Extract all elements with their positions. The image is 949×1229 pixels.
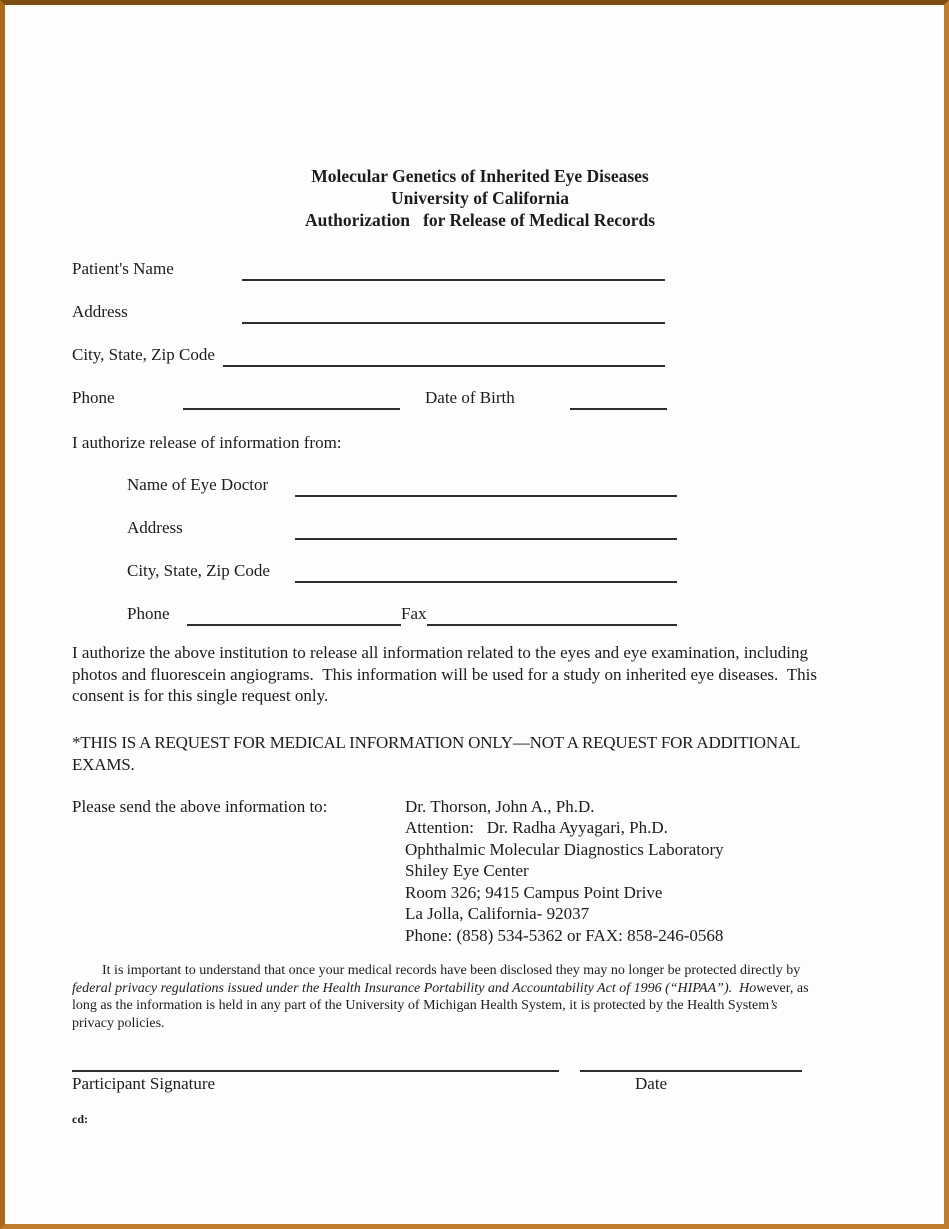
- patient-city-label: City, State, Zip Code: [72, 345, 215, 364]
- footer-cd-note: cd:: [72, 1112, 88, 1126]
- doctor-fax-line[interactable]: [427, 603, 678, 626]
- patient-name-row: [72, 258, 665, 301]
- doctor-phone-line[interactable]: [187, 603, 401, 626]
- patient-info-section: [72, 258, 665, 430]
- date-line[interactable]: [580, 1064, 802, 1072]
- form-title: [72, 165, 888, 231]
- patient-address-label: Address: [72, 302, 128, 321]
- recipient-lab: Ophthalmic Molecular Diagnostics Laboratory: [405, 839, 724, 859]
- doctor-city-label: City, State, Zip Code: [127, 561, 270, 580]
- recipient-attention: Attention: Dr. Radha Ayyagari, Ph.D.: [405, 818, 668, 837]
- authorization-line: I authorize the above institution to release all information related to the eyes and eye examination, including: [72, 643, 808, 662]
- recipient-name: Dr. Thorson, John A., Ph.D.: [405, 796, 595, 816]
- participant-signature-label: Participant Signature: [72, 1074, 216, 1093]
- title-line-university: University of California: [391, 188, 569, 208]
- request-note-line: *THIS IS A REQUEST FOR MEDICAL INFORMATION ONLY—NOT A REQUEST FOR ADDITIONAL: [72, 732, 801, 752]
- release-from-section: [127, 474, 677, 633]
- doctor-name-line[interactable]: [295, 474, 677, 497]
- authorization-paragraph: [72, 642, 888, 707]
- hipaa-line: privacy policies.: [72, 1015, 165, 1031]
- signature-gap: [559, 1064, 580, 1096]
- recipient-city: La Jolla, California- 92037: [405, 904, 590, 923]
- authorization-line: photos and fluorescein angiograms. This information will be used for a study on inherited eye diseases. This: [72, 664, 818, 684]
- send-to-section: [72, 796, 888, 947]
- date-label: Date: [635, 1074, 668, 1093]
- patient-phone-line[interactable]: [183, 387, 400, 410]
- patient-dob-label: Date of Birth: [425, 388, 515, 407]
- request-note: [72, 732, 888, 776]
- form-content: [5, 5, 944, 1224]
- doctor-name-label: Name of Eye Doctor: [127, 475, 269, 494]
- patient-city-row: [72, 344, 665, 387]
- hipaa-line: It is important to understand that once your medical records have been disclosed they may no longer be protected directly by: [102, 963, 801, 978]
- signature-section: [72, 1064, 888, 1096]
- hipaa-italic-text: ’s: [769, 998, 778, 1013]
- doctor-phone-fax-row: [127, 603, 677, 633]
- patient-phone-label: Phone: [72, 388, 115, 407]
- authorization-line: consent is for this single request only.: [72, 686, 329, 705]
- participant-signature-block: [72, 1064, 559, 1096]
- doctor-phone-label: Phone: [127, 604, 170, 623]
- recipient-address-block: [405, 796, 888, 947]
- request-note-line: EXAMS.: [72, 754, 135, 774]
- hipaa-regular-text: wever, as: [756, 980, 809, 996]
- doctor-address-row: [127, 517, 677, 560]
- doctor-address-line[interactable]: [295, 517, 677, 540]
- hipaa-line: [72, 997, 888, 1015]
- patient-dob-line[interactable]: [570, 387, 667, 410]
- date-block: [580, 1064, 802, 1096]
- patient-city-line[interactable]: [223, 344, 665, 367]
- recipient-street: Room 326; 9415 Campus Point Drive: [405, 882, 663, 902]
- doctor-city-row: [127, 560, 677, 603]
- title-line-authorization: Authorization for Release of Medical Records: [304, 210, 656, 230]
- patient-phone-dob-row: [72, 387, 665, 430]
- send-to-label: Please send the above information to:: [72, 796, 328, 816]
- doctor-name-row: [127, 474, 677, 517]
- recipient-phone-fax: Phone: (858) 534-5362 or FAX: 858-246-0568: [405, 925, 724, 945]
- hipaa-line: [72, 980, 888, 998]
- patient-name-line[interactable]: [242, 258, 665, 281]
- participant-signature-line[interactable]: [72, 1064, 559, 1072]
- doctor-city-line[interactable]: [295, 560, 677, 583]
- patient-address-line[interactable]: [242, 301, 665, 324]
- patient-name-label: Patient's Name: [72, 259, 174, 278]
- title-line-study: Molecular Genetics of Inherited Eye Diseases: [311, 166, 649, 186]
- hipaa-regular-text: long as the information is held in any part of the University of Michigan Health System, it is protected by the Health System: [72, 998, 770, 1013]
- recipient-center: Shiley Eye Center: [405, 861, 529, 880]
- patient-address-row: [72, 301, 665, 344]
- hipaa-italic-text: federal privacy regulations issued under the Health Insurance Portability and Accountability Act of 1996 (“HIPAA”). Ho: [72, 980, 757, 996]
- doctor-fax-label: Fax: [401, 604, 427, 623]
- release-from-heading: I authorize release of information from:: [72, 433, 342, 452]
- hipaa-notice: [72, 962, 888, 1032]
- doctor-address-label: Address: [127, 518, 183, 537]
